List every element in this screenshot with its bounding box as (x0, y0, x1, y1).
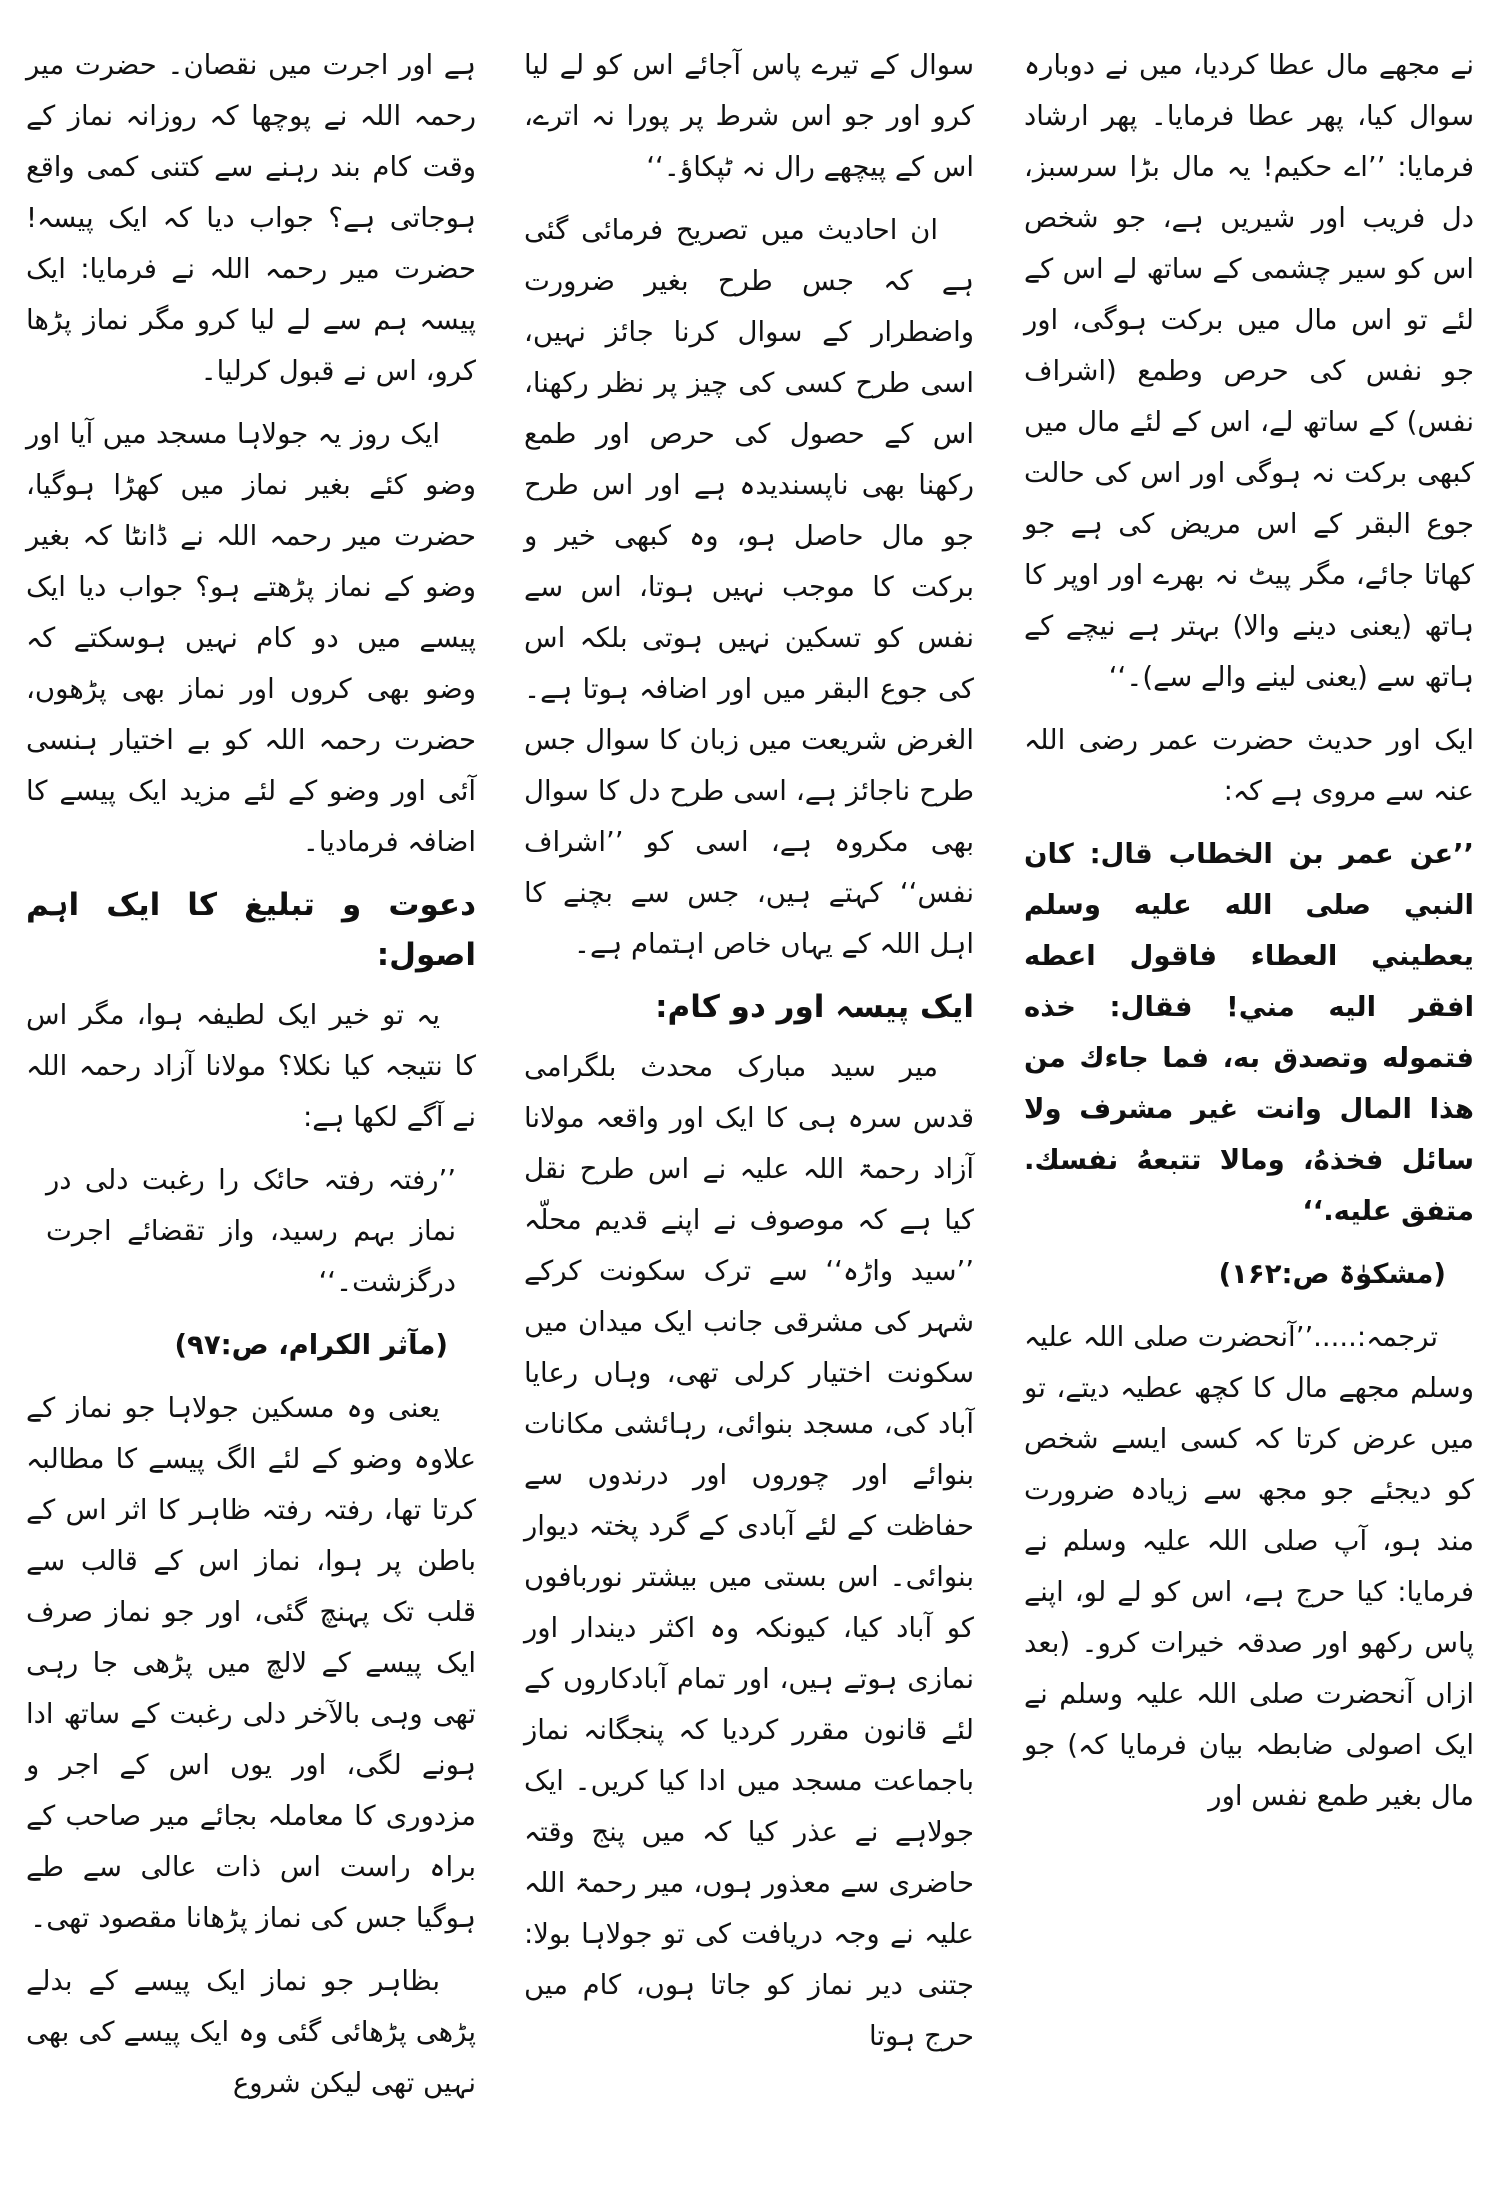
paragraph: ہے اور اجرت میں نقصان۔ حضرت میر رحمہ اللہ نے پوچھا کہ روزانہ نماز کے وقت کام بند رہنے سے کتنی کمی واقع ہوجاتی ہے؟ جواب دیا کہ ایک پیسہ! حضرت میر رحمہ اللہ نے فرمایا: ایک پیسہ ہم سے لے لیا کرو مگر نماز پڑھا کرو، اس نے قبول کرلیا۔ (26, 49, 476, 387)
paragraph: میر سید مبارک محدث بلگرامی قدس سرہ ہی کا ایک اور واقعہ مولانا آزاد رحمۃ اللہ علیہ نے اس طرح نقل کیا ہے کہ موصوف نے اپنے قدیم محلّہ ’’سید واڑہ‘‘ سے ترک سکونت کرکے شہر کی مشرقی جانب ایک میدان میں سکونت اختیار کرلی تھی، وہاں رعایا آباد کی، مسجد بنوائی، رہائشی مکانات بنوائے اور چوروں اور درندوں سے حفاظت کے لئے آبادی کے گرد پختہ دیوار بنوائی۔ اس بستی میں بیشتر نوربافوں کو آباد کیا، کیونکہ وہ اکثر دیندار اور نمازی ہوتے ہیں، اور تمام آبادکاروں کے لئے قانون مقرر کردیا کہ پنجگانہ نماز باجماعت مسجد میں ادا کیا کریں۔ ایک جولاہے نے عذر کیا کہ میں پنج وقتہ حاضری سے معذور ہوں، میر رحمۃ اللہ علیہ نے وجہ دریافت کی تو جولاہا بولا: جتنی دیر نماز کو جاتا ہوں، کام میں حرج ہوتا (524, 1051, 974, 2052)
paragraph: بظاہر جو نماز ایک پیسے کے بدلے پڑھی پڑھائی گئی وہ ایک پیسے کی بھی نہیں تھی لیکن شروع (26, 1965, 476, 2099)
paragraph: یہ تو خیر ایک لطیفہ ہوا، مگر اس کا نتیجہ کیا نکلا؟ مولانا آزاد رحمہ اللہ نے آگے لکھا ہے: (26, 999, 476, 1133)
persian-quote: ’’رفتہ رفتہ حائک را رغبت دلی در نماز بہم رسید، واز تقضائے اجرت درگزشت۔‘‘ (46, 1164, 456, 1298)
column-left (26, 40, 476, 2121)
paragraph: سوال کے تیرے پاس آجائے اس کو لے لیا کرو اور جو اس شرط پر پورا نہ اترے، اس کے پیچھے رال نہ ٹپکاؤ۔‘‘ (524, 49, 974, 183)
section-heading: ایک پیسہ اور دو کام: (655, 989, 974, 1025)
reference: (مآثر الکرام، ص:۹۷) (174, 1329, 448, 1361)
paragraph: نے مجھے مال عطا کردیا، میں نے دوبارہ سوال کیا، پھر عطا فرمایا۔ پھر ارشاد فرمایا: ’’اے حکیم! یہ مال بڑا سرسبز، دل فریب اور شیریں ہے، جو شخص اس کو سیر چشمی کے ساتھ لے اس کے لئے تو اس مال میں برکت ہوگی، اور جو نفس کی حرص وطمع (اشراف نفس) کے ساتھ لے، اس کے لئے مال میں کبھی برکت نہ ہوگی اور اس کی حالت جوع البقر کے اس مریض کی ہے جو کھاتا جائے، مگر پیٹ نہ بھرے اور اوپر کا ہاتھ (یعنی دینے والا) بہتر ہے نیچے کے ہاتھ سے (یعنی لینے والے سے)۔‘‘ (1024, 49, 1474, 693)
paragraph: ترجمہ:.....’’آنحضرت صلی اللہ علیہ وسلم مجھے مال کا کچھ عطیہ دیتے، تو میں عرض کرتا کہ کسی ایسے شخص کو دیجئے جو مجھ سے زیادہ ضرورت مند ہو، آپ صلی اللہ علیہ وسلم نے فرمایا: کیا حرج ہے، اس کو لے لو، اپنے پاس رکھو اور صدقہ خیرات کرو۔ (بعد ازاں آنحضرت صلی اللہ علیہ وسلم نے ایک اصولی ضابطہ بیان فرمایا کہ) جو مال بغیر طمع نفس اور (1024, 1321, 1474, 1812)
paragraph: ایک اور حدیث حضرت عمر رضی اللہ عنہ سے مروی ہے کہ: (1024, 724, 1474, 807)
column-middle (524, 40, 974, 2074)
arabic-hadith: ’’عن عمر بن الخطاب قال: كان النبي صلى الله عليه وسلم يعطيني العطاء فاقول اعطه افقر اليه مني! فقال: خذه فتموله وتصدق به، فما جاءك من هذا المال وانت غير مشرف ولا سائل فخذهُ، ومالا تتبعهُ نفسك. متفق عليه.‘‘ (1024, 838, 1474, 1227)
paragraph: ایک روز یہ جولاہا مسجد میں آیا اور وضو کئے بغیر نماز میں کھڑا ہوگیا، حضرت میر رحمہ اللہ نے ڈانٹا کہ بغیر وضو کے نماز پڑھتے ہو؟ جواب دیا ایک پیسے میں دو کام نہیں ہوسکتے کہ وضو بھی کروں اور نماز بھی پڑھوں، حضرت رحمہ اللہ کو بے اختیار ہنسی آئی اور وضو کے لئے مزید ایک پیسے کا اضافہ فرمادیا۔ (26, 418, 476, 858)
section-heading: دعوت و تبلیغ کا ایک اہم اصول: (26, 887, 476, 973)
reference: (مشکوٰۃ ص:۱۶۲) (1218, 1258, 1446, 1290)
paragraph: ان احادیث میں تصریح فرمائی گئی ہے کہ جس طرح بغیر ضرورت واضطرار کے سوال کرنا جائز نہیں، اسی طرح کسی کی چیز پر نظر رکھنا، اس کے حصول کی حرص اور طمع رکھنا بھی ناپسندیدہ ہے اور اس طرح جو مال حاصل ہو، وہ کبھی خیر و برکت کا موجب نہیں ہوتا، اس سے نفس کو تسکین نہیں ہوتی بلکہ اس کی جوع البقر میں اور اضافہ ہوتا ہے۔ الغرض شریعت میں زبان کا سوال جس طرح ناجائز ہے، اسی طرح دل کا سوال بھی مکروہ ہے، اسی کو ’’اشراف نفس‘‘ کہتے ہیں، جس سے بچنے کا اہل اللہ کے یہاں خاص اہتمام ہے۔ (524, 214, 974, 960)
column-right (1024, 40, 1474, 1834)
paragraph: یعنی وہ مسکین جولاہا جو نماز کے علاوہ وضو کے لئے الگ پیسے کا مطالبہ کرتا تھا، رفتہ رفتہ ظاہر کا اثر اس کے باطن پر ہوا، نماز اس کے قالب سے قلب تک پہنچ گئی، اور جو نماز صرف ایک پیسے کے لالچ میں پڑھی جا رہی تھی وہی بالآخر دلی رغبت کے ساتھ ادا ہونے لگی، اور یوں اس کے اجر و مزدوری کا معاملہ بجائے میر صاحب کے براہ راست اس ذات عالی سے طے ہوگیا جس کی نماز پڑھانا مقصود تھی۔ (26, 1392, 476, 1934)
